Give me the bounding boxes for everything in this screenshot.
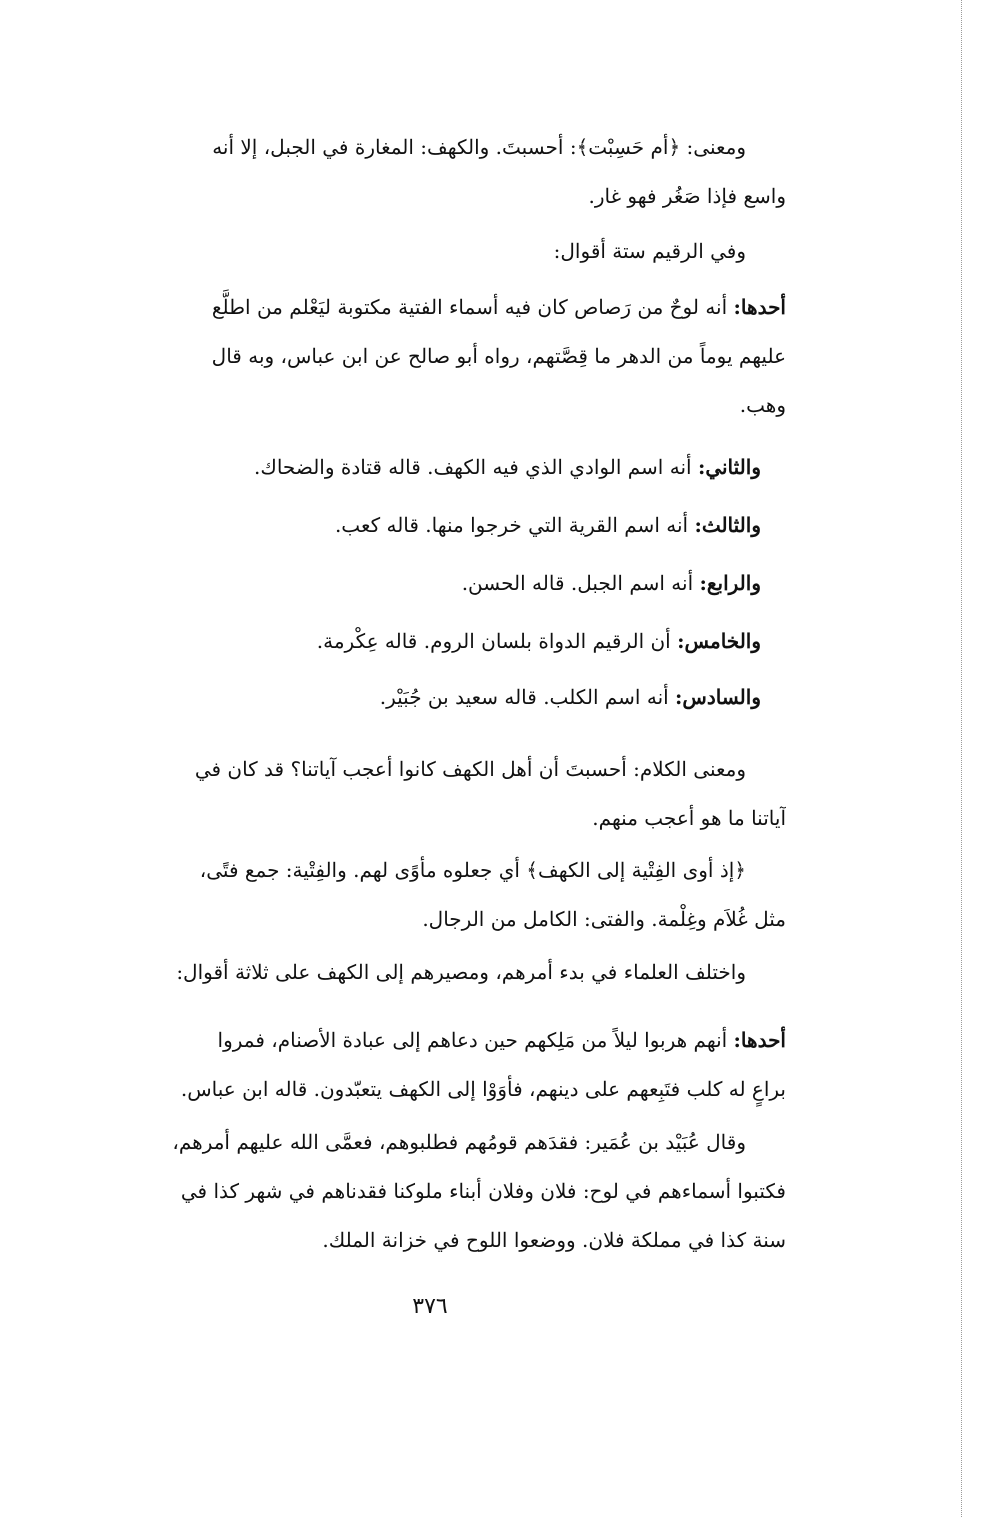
saying-text: أنه لوحٌ من رَصاص كان فيه أسماء الفتية مكتوبة ليَعْلم من اطلَّع	[211, 295, 728, 319]
text-line	[100, 1016, 786, 1065]
text-line: مثل غُلاَم وغِلْمة. والفتى: الكامل من الرجال.	[422, 907, 786, 931]
text-line: واسع فإذا صَغُر فهو غار.	[588, 184, 786, 208]
text-line: ومعنى الكلام: أحسبتَ أن أهل الكهف كانوا أعجب آياتنا؟ قد كان في	[194, 757, 746, 781]
text-line: وهب.	[739, 393, 786, 417]
paragraph-meaning-kahf	[100, 123, 786, 221]
saying-text: أنه اسم القرية التي خرجوا منها. قاله كعب.	[334, 513, 695, 537]
saying-label: أحدها:	[733, 295, 786, 319]
saying-label: أحدها:	[733, 1028, 786, 1052]
paragraph-fitya	[100, 846, 786, 944]
text-line: سنة كذا في مملكة فلان. ووضعوا اللوح في خزانة الملك.	[322, 1228, 786, 1252]
text-line: وقال عُبَيْد بن عُمَير: فقدَهم قومُهم فطلبوهم، فعمَّى الله عليهم أمرهم،	[172, 1130, 746, 1154]
paragraph-meaning-speech	[100, 745, 786, 843]
saying-label: والثالث:	[694, 513, 761, 537]
saying-label: والرابع:	[699, 571, 761, 595]
page-number: ٣٧٦	[412, 1294, 448, 1319]
text-line: واختلف العلماء في بدء أمرهم، ومصيرهم إلى الكهف على ثلاثة أقوال:	[176, 960, 746, 984]
text-line: عليهم يوماً من الدهر ما قِصَّتهم، رواه أبو صالح عن ابن عباس، وبه قال	[211, 344, 786, 368]
saying-label: والسادس:	[675, 685, 761, 709]
saying-text: أنه اسم الكلب. قاله سعيد بن جُبَيْر.	[379, 685, 676, 709]
page-edge-divider	[961, 0, 962, 1517]
raqim-saying-3	[335, 505, 761, 545]
text-line: ﴿إذ أوى الفِتْية إلى الكهف﴾ أي جعلوه مأوًى لهم. والفِتْية: جمع فتًى،	[199, 858, 746, 882]
saying-text: أنهم هربوا ليلاً من مَلِكهم حين دعاهم إلى عبادة الأصنام، فمروا	[217, 1028, 728, 1052]
raqim-saying-4	[462, 563, 761, 603]
saying-text: أن الرقيم الدواة بلسان الروم. قاله عِكْرمة.	[316, 629, 678, 653]
raqim-saying-5	[317, 621, 761, 661]
raqim-saying-2	[254, 447, 761, 487]
text-line: ومعنى: ﴿أم حَسِبْت﴾: أحسبتَ. والكهف: المغارة في الجبل، إلا أنه	[212, 135, 746, 159]
raqim-saying-1	[100, 283, 786, 430]
origin-saying-1	[100, 1016, 786, 1114]
saying-text: أنه اسم الجبل. قاله الحسن.	[461, 571, 700, 595]
paragraph-raqim-intro	[100, 227, 786, 276]
text-line	[100, 283, 786, 332]
raqim-saying-6	[380, 677, 761, 717]
paragraph-ubayd	[100, 1118, 786, 1265]
saying-label: والخامس:	[677, 629, 761, 653]
text-line: آياتنا ما هو أعجب منهم.	[592, 806, 786, 830]
paragraph-disagreement	[100, 948, 786, 997]
text-line: وفي الرقيم ستة أقوال:	[553, 239, 746, 263]
text-line: براعٍ له كلب فتَبِعهم على دينهم، فأوَوْا إلى الكهف يتعبّدون. قاله ابن عباس.	[180, 1077, 786, 1101]
text-line: فكتبوا أسماءهم في لوح: فلان وفلان أبناء ملوكنا فقدناهم في شهر كذا في	[180, 1179, 786, 1203]
saying-text: أنه اسم الوادي الذي فيه الكهف. قاله قتادة والضحاك.	[254, 455, 698, 479]
saying-label: والثاني:	[697, 455, 761, 479]
